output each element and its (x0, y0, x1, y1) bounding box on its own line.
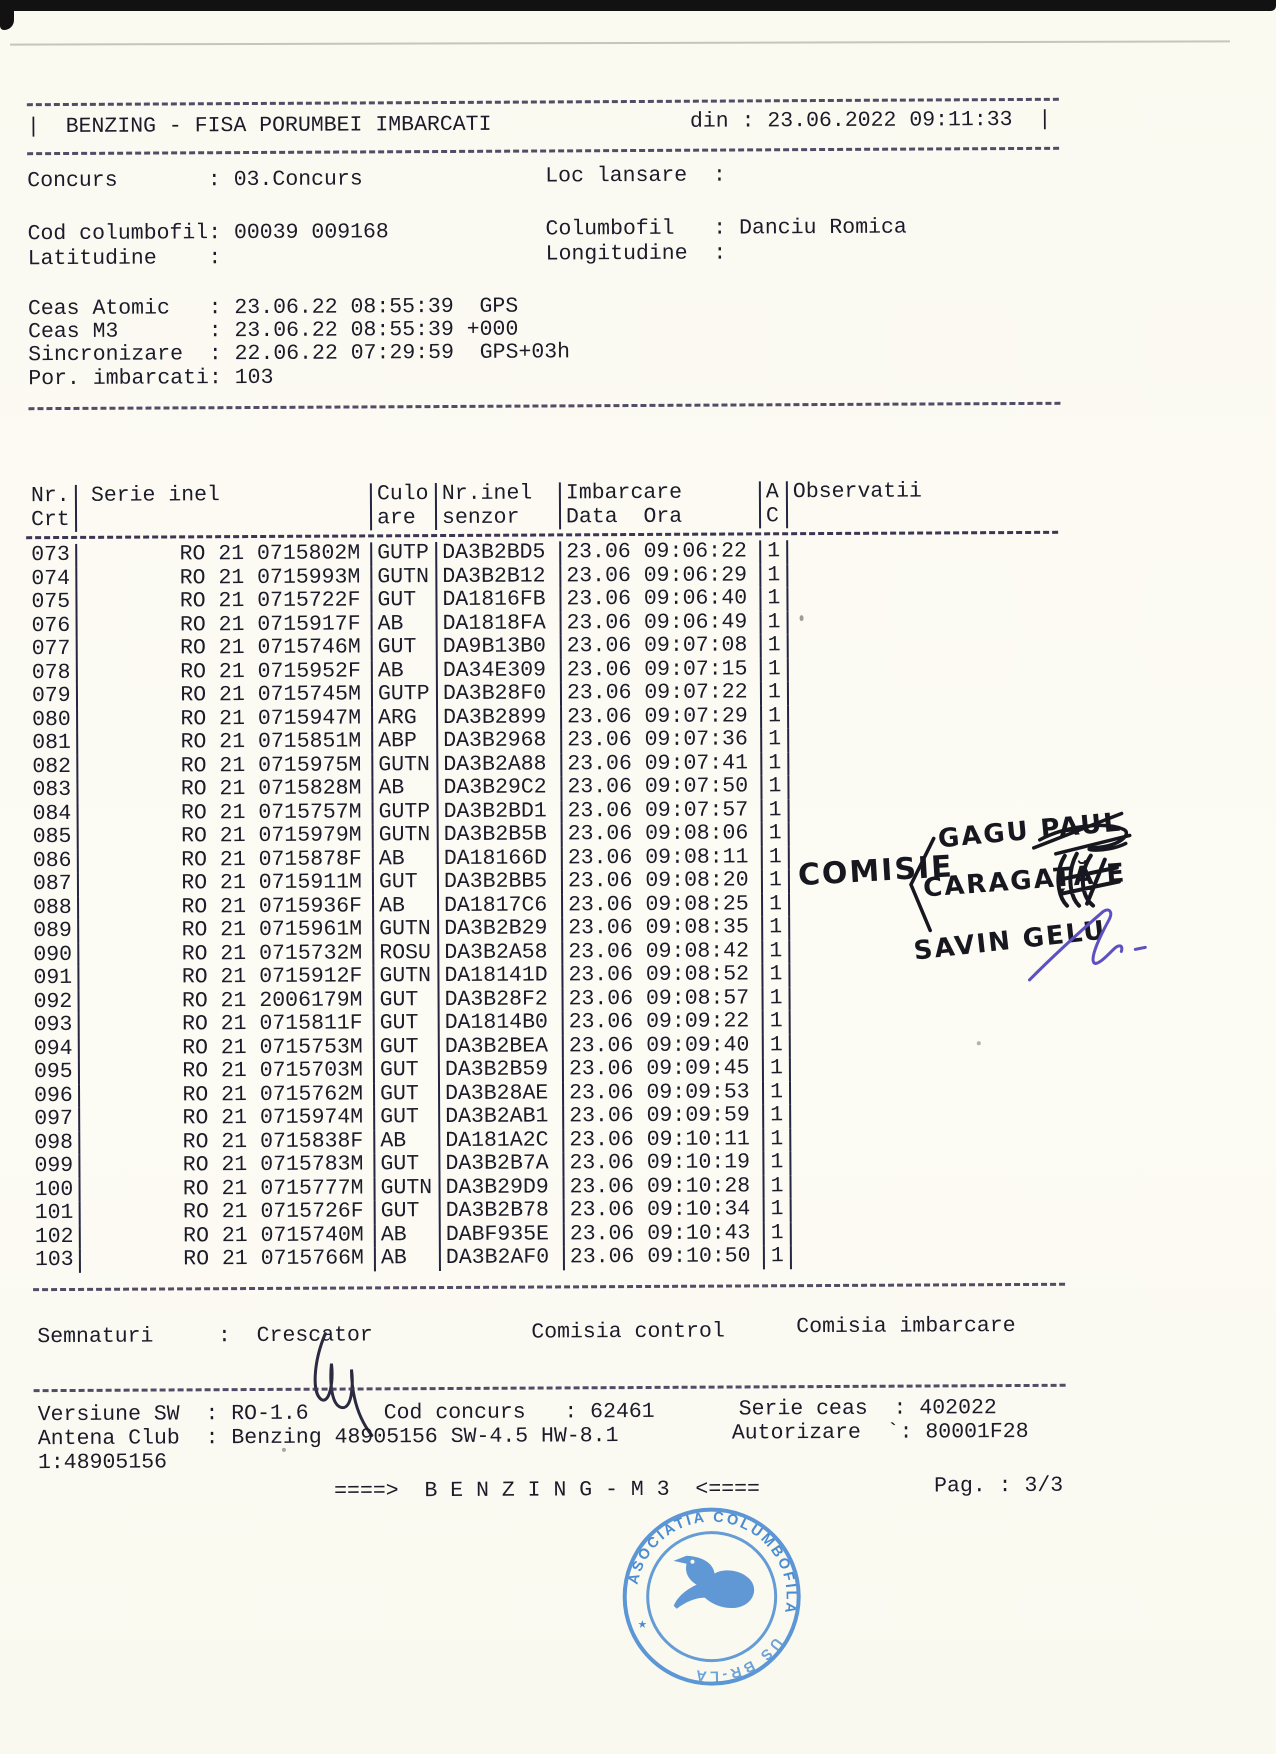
table-cell: RO 21 0715974M (79, 1106, 374, 1131)
table-cell: 086 (28, 849, 78, 873)
table-cell: 088 (28, 896, 78, 920)
table-cell: GUTN (372, 754, 437, 778)
table-cell: 097 (29, 1108, 79, 1132)
comisia-imbarcare-label: Comisia imbarcare (796, 1314, 1016, 1340)
table-cell: DA3B2B5B (438, 823, 562, 847)
table-cell: AB (373, 848, 438, 872)
table-cell: 1 (761, 728, 788, 752)
table-cell (790, 1103, 1062, 1128)
table-cell: AB (374, 1130, 439, 1154)
table-cell (788, 680, 1060, 705)
table-cell: DA34E309 (437, 659, 561, 683)
table-cell: AB (375, 1247, 440, 1271)
table-cell: 23.06 09:07:41 (561, 752, 761, 777)
table-cell: 075 (26, 591, 76, 615)
footer-page-number: Pag. : 3/3 (934, 1473, 1064, 1499)
table-cell: DA3B2B7A (439, 1152, 563, 1176)
table-cell (788, 750, 1060, 775)
table-cell: DA3B2968 (437, 729, 561, 753)
table-cell: 1 (761, 681, 788, 705)
info-por-imbarcati: Por. imbarcati: 103 (28, 365, 274, 392)
table-cell: DA3B28AE (439, 1082, 563, 1106)
table-cell: 1 (763, 1057, 790, 1081)
separator-line (34, 1384, 1066, 1392)
table-cell: 23.06 09:08:42 (562, 940, 762, 965)
footer-antena-club: Antena Club : Benzing 48905156 SW-4.5 HW-8.1 (37, 1424, 619, 1452)
table-cell: DA9B13B0 (437, 635, 561, 659)
table-cell: 23.06 09:10:19 (563, 1151, 763, 1176)
table-cell: 23.06 09:06:22 (560, 540, 760, 565)
table-cell: 23.06 09:09:22 (563, 1010, 763, 1035)
table-cell: 1 (763, 1175, 790, 1199)
table-cell: DA181A2C (439, 1129, 563, 1153)
table-cell: 23.06 09:07:15 (561, 658, 761, 683)
table-cell: 1 (762, 893, 789, 917)
stamp-star-icon: ★ (637, 1615, 647, 1634)
table-cell: 1 (760, 540, 787, 564)
table-cell: GUT (374, 989, 439, 1013)
table-cell: GUTN (373, 824, 438, 848)
table-cell: DA3B2A88 (437, 753, 561, 777)
stamp-text-top: ASOCIATIA COLUMBOFILA (625, 1509, 799, 1617)
table-cell: 23.06 09:07:50 (561, 775, 761, 800)
table-cell: RO 21 0715917F (77, 613, 372, 638)
table-cell: 102 (30, 1225, 80, 1249)
table-cell: 1 (764, 1198, 791, 1222)
table-cell: AB (372, 777, 437, 801)
table-cell: RO 21 0715722F (76, 589, 371, 614)
col-header-serie-inel: Serie inel (76, 483, 371, 532)
table-cell: 084 (28, 802, 78, 826)
separator-line (28, 402, 1060, 410)
table-cell: 074 (26, 567, 76, 591)
table-cell: 1 (762, 940, 789, 964)
table-cell: AB (375, 1224, 440, 1248)
info-ceas-atomic: Ceas Atomic : 23.06.22 08:55:39 GPS (27, 294, 519, 322)
table-cell: RO 21 0715947M (77, 707, 372, 732)
table-cell (788, 633, 1060, 658)
scan-speck (282, 1448, 286, 1452)
table-cell: 23.06 09:09:45 (563, 1057, 763, 1082)
table-cell: 079 (27, 685, 77, 709)
table-cell (788, 703, 1060, 728)
footer-benzing-m3: ====> B E N Z I N G - M 3 <==== (334, 1477, 760, 1504)
info-columbofil: Columbofil : Danciu Romica (545, 215, 907, 242)
table-cell: DA3B2BD1 (438, 800, 562, 824)
footer-versiune-sw: Versiune SW : RO-1.6 (37, 1401, 309, 1428)
table-cell: RO 21 0715783M (79, 1153, 374, 1178)
table-cell: 23.06 09:09:40 (563, 1034, 763, 1059)
table-cell: 23.06 09:08:25 (562, 893, 762, 918)
table-cell: DA18141D (438, 964, 562, 988)
table-cell: GUTP (372, 683, 437, 707)
table-cell: RO 21 0715811F (79, 1012, 374, 1037)
table-cell: DABF935E (440, 1223, 564, 1247)
table-cell: GUTP (373, 801, 438, 825)
table-cell: 1 (763, 1010, 790, 1034)
separator-line (27, 98, 1059, 106)
table-cell: 1 (763, 1034, 790, 1058)
table-cell: 1 (761, 611, 788, 635)
table-cell: 23.06 09:09:53 (563, 1081, 763, 1106)
table-cell: RO 21 0715975M (77, 754, 372, 779)
info-concurs: Concurs : 03.Concurs (27, 167, 363, 194)
handwritten-name-caragata: CARAGAȚĂ E (922, 858, 1128, 904)
table-cell: RO 21 2006179M (79, 989, 374, 1014)
table-cell: RO 21 0715777M (79, 1177, 374, 1202)
table-cell: 23.06 09:06:49 (561, 611, 761, 636)
table-cell: GUT (371, 589, 436, 613)
handwritten-comisie-label: COMISIE (797, 849, 955, 894)
table-cell (787, 539, 1059, 564)
handwritten-name-savin-gelu: SAVIN GELU (912, 915, 1108, 967)
table-cell: 091 (28, 967, 78, 991)
col-header-nr-inel-senzor: Nr.inel senzor (436, 482, 560, 530)
table-cell: RO 21 0715912F (78, 965, 373, 990)
table-cell: GUTN (374, 1177, 439, 1201)
table-cell: 23.06 09:06:40 (560, 587, 760, 612)
table-cell (791, 1220, 1063, 1245)
handwritten-name-gagu-paul: GAGU PAUL (936, 807, 1124, 855)
association-stamp (620, 1505, 803, 1688)
table-cell: 23.06 09:08:11 (562, 846, 762, 871)
table-cell: 23.06 09:07:29 (561, 705, 761, 730)
table-cell: ABP (372, 730, 437, 754)
table-cell: RO 21 0715726F (80, 1200, 375, 1225)
col-header-culoare: Culo are (371, 483, 436, 530)
table-cell: 1 (763, 1104, 790, 1128)
footer-cod-concurs: Cod concurs : 62461 (383, 1399, 655, 1426)
table-cell (790, 1056, 1062, 1081)
separator-line (33, 1283, 1065, 1291)
table-cell: ROSU (373, 942, 438, 966)
table-cell: DA3B29C2 (437, 776, 561, 800)
table-cell: 1 (762, 822, 789, 846)
table-cell: 1 (763, 1081, 790, 1105)
table-cell: 23.06 09:07:08 (561, 634, 761, 659)
table-cell: 23.06 09:10:50 (564, 1245, 764, 1270)
table-cell: 1 (762, 963, 789, 987)
table-cell: 1 (760, 587, 787, 611)
table-cell: DA18166D (438, 847, 562, 871)
table-cell (789, 985, 1061, 1010)
table-cell (788, 774, 1060, 799)
table-cell: DA3B28F2 (438, 988, 562, 1012)
scan-speck (977, 1041, 981, 1045)
table-cell: 23.06 09:10:11 (563, 1128, 763, 1153)
table-cell: 098 (29, 1131, 79, 1155)
table-cell: GUT (372, 636, 437, 660)
table-cell: RO 21 0715757M (78, 801, 373, 826)
table-cell: RO 21 0715766M (80, 1247, 375, 1272)
table-cell: 1 (762, 916, 789, 940)
table-cell: DA3B2B59 (439, 1058, 563, 1082)
table-cell: GUT (374, 1083, 439, 1107)
table-cell: 23.06 09:10:28 (563, 1175, 763, 1200)
table-cell: 083 (27, 779, 77, 803)
table-cell: RO 21 0715703M (79, 1059, 374, 1084)
col-header-nr-crt: Nr. Crt (26, 485, 76, 532)
table-cell (790, 1079, 1062, 1104)
table-cell: RO 21 0715740M (80, 1224, 375, 1249)
table-cell: 1 (763, 1151, 790, 1175)
table-cell: RO 21 0715762M (79, 1083, 374, 1108)
table-cell: 100 (29, 1178, 79, 1202)
table-cell (791, 1197, 1063, 1222)
table-cell: 1 (762, 869, 789, 893)
table-cell: GUT (374, 1012, 439, 1036)
pigeon-icon (673, 1555, 754, 1608)
table-cell: RO 21 0715993M (76, 566, 371, 591)
table-cell: 23.06 09:06:29 (560, 564, 760, 589)
table-cell: AB (372, 660, 437, 684)
table-cell: DA1818FA (437, 612, 561, 636)
table-cell: DA3B2B29 (438, 917, 562, 941)
table-cell: GUTN (371, 566, 436, 590)
table-cell (790, 1150, 1062, 1175)
table-cell: RO 21 0715952F (77, 660, 372, 685)
table-cell: 1 (761, 775, 788, 799)
table-cell: 077 (27, 638, 77, 662)
table-cell: DA3B28F0 (437, 682, 561, 706)
table-cell: AB (372, 613, 437, 637)
document-title: | BENZING - FISA PORUMBEI IMBARCATI (26, 112, 492, 140)
table-cell: 080 (27, 708, 77, 732)
info-cod-columbofil: Cod columbofil: 00039 009168 (27, 220, 389, 247)
table-cell: 1 (761, 752, 788, 776)
table-cell: 1 (762, 799, 789, 823)
table-cell: DA3B2BD5 (436, 541, 560, 565)
table-cell: 081 (27, 732, 77, 756)
table-cell: 093 (29, 1014, 79, 1038)
semnaturi-line: Semnaturi : Crescator (37, 1323, 373, 1350)
table-cell: 1 (761, 705, 788, 729)
table-cell: 23.06 09:08:52 (562, 963, 762, 988)
table-cell: RO 21 0715979M (78, 824, 373, 849)
col-header-ac: A C (760, 481, 787, 528)
table-cell: 23.06 09:08:57 (562, 987, 762, 1012)
table-cell: 23.06 09:07:22 (561, 681, 761, 706)
table-cell: 085 (28, 826, 78, 850)
table-row (30, 1244, 1063, 1273)
table-cell: GUT (374, 1059, 439, 1083)
table-cell: 082 (27, 755, 77, 779)
table-cell: ARG (372, 707, 437, 731)
table-cell (790, 1009, 1062, 1034)
table-cell: 1 (763, 1128, 790, 1152)
table-cell: GUTN (373, 965, 438, 989)
table-cell: 095 (29, 1061, 79, 1085)
table-cell: 23.06 09:08:06 (562, 822, 762, 847)
table-cell (787, 586, 1059, 611)
info-longitudine: Longitudine : (545, 241, 727, 267)
table-cell: 101 (30, 1202, 80, 1226)
table-cell: RO 21 0715828M (77, 777, 372, 802)
table-cell: 23.06 09:08:20 (562, 869, 762, 894)
table-cell (790, 1173, 1062, 1198)
table-cell: DA3B2B12 (436, 565, 560, 589)
table-cell (788, 656, 1060, 681)
table-cell: GUT (374, 1036, 439, 1060)
table-cell: 23.06 09:09:59 (563, 1104, 763, 1129)
table-cell: GUT (375, 1200, 440, 1224)
table-cell: RO 21 0715936F (78, 895, 373, 920)
separator-line (27, 147, 1059, 155)
table-cell: DA1814B0 (439, 1011, 563, 1035)
table-cell (788, 609, 1060, 634)
info-latitudine: Latitudine : (27, 246, 222, 272)
table-cell: DA3B2899 (437, 706, 561, 730)
stamp-text-bottom: US BR-LA (691, 1634, 785, 1684)
table-cell: 103 (30, 1249, 80, 1273)
table-cell: 1 (761, 658, 788, 682)
table-cell: DA3B29D9 (439, 1176, 563, 1200)
table-cell: RO 21 0715961M (78, 918, 373, 943)
table-cell: RO 21 0715732M (78, 942, 373, 967)
table-cell: 096 (29, 1084, 79, 1108)
table-cell: 092 (29, 990, 79, 1014)
table-cell: 073 (26, 544, 76, 568)
table-cell: 1 (762, 987, 789, 1011)
info-loc-lansare: Loc lansare : (545, 163, 726, 189)
table-cell: DA3B2BEA (439, 1035, 563, 1059)
table-cell (790, 1126, 1062, 1151)
footer-autorizare: Autorizare `: 80001F28 (731, 1419, 1029, 1446)
table-cell: 1 (761, 634, 788, 658)
table-cell: 090 (28, 943, 78, 967)
table-cell: 099 (29, 1155, 79, 1179)
table-cell: 23.06 09:10:34 (564, 1198, 764, 1223)
table-cell: 089 (28, 920, 78, 944)
table-cell: GUT (374, 1153, 439, 1177)
table-cell: DA3B2BB5 (438, 870, 562, 894)
table-cell (788, 727, 1060, 752)
table-cell: 23.06 09:08:35 (562, 916, 762, 941)
table-cell: RO 21 0715745M (77, 683, 372, 708)
comisia-control-label: Comisia control (531, 1319, 725, 1345)
table-cell: GUTP (371, 542, 436, 566)
table-cell: RO 21 0715851M (77, 730, 372, 755)
table-cell: DA3B2AB1 (439, 1105, 563, 1129)
table-cell: 094 (29, 1037, 79, 1061)
table-cell: RO 21 0715746M (77, 636, 372, 661)
table-cell: GUT (373, 871, 438, 895)
document-date: din : 23.06.2022 09:11:33 | (689, 107, 1052, 134)
table-cell: RO 21 0715911M (78, 871, 373, 896)
table-cell: 23.06 09:10:43 (564, 1222, 764, 1247)
table-cell (790, 1032, 1062, 1057)
table-cell: DA1817C6 (438, 894, 562, 918)
table-cell: 1 (764, 1222, 791, 1246)
table-cell: DA3B2A58 (438, 941, 562, 965)
table-cell: 076 (27, 614, 77, 638)
col-header-observatii: Observatii (792, 479, 922, 505)
info-sincronizare: Sincronizare : 22.06.22 07:29:59 GPS+03h (28, 340, 571, 368)
table-cell: DA3B2B78 (440, 1199, 564, 1223)
col-header-imbarcare: Imbarcare Data Ora (560, 481, 760, 529)
table-cell: GUTN (373, 918, 438, 942)
table-cell: 078 (27, 661, 77, 685)
signature-savin-gelu (1019, 899, 1154, 988)
info-ceas-m3: Ceas M3 : 23.06.22 08:55:39 +000 (27, 317, 519, 345)
scan-speck (800, 615, 804, 621)
table-cell: 087 (28, 873, 78, 897)
table-cell: RO 21 0715878F (78, 848, 373, 873)
table-cell: DA3B2AF0 (440, 1246, 564, 1270)
table-cell: 23.06 09:07:36 (561, 728, 761, 753)
table-cell: AB (373, 895, 438, 919)
table-cell: 1 (762, 846, 789, 870)
table-cell: RO 21 0715838F (79, 1130, 374, 1155)
footer-serie-ceas: Serie ceas : 402022 (738, 1396, 997, 1422)
table-cell: 23.06 09:07:57 (562, 799, 762, 824)
table-cell (787, 562, 1059, 587)
footer-antena-id: 1:48905156 (37, 1450, 168, 1476)
table-cell: RO 21 0715753M (79, 1036, 374, 1061)
table-cell: 1 (764, 1245, 791, 1269)
table-header-row (26, 480, 1059, 532)
table-cell: RO 21 0715802M (76, 542, 371, 567)
table-cell: GUT (374, 1106, 439, 1130)
table-cell: DA1816FB (436, 588, 560, 612)
table-cell: 1 (760, 564, 787, 588)
table-cell (791, 1244, 1063, 1269)
